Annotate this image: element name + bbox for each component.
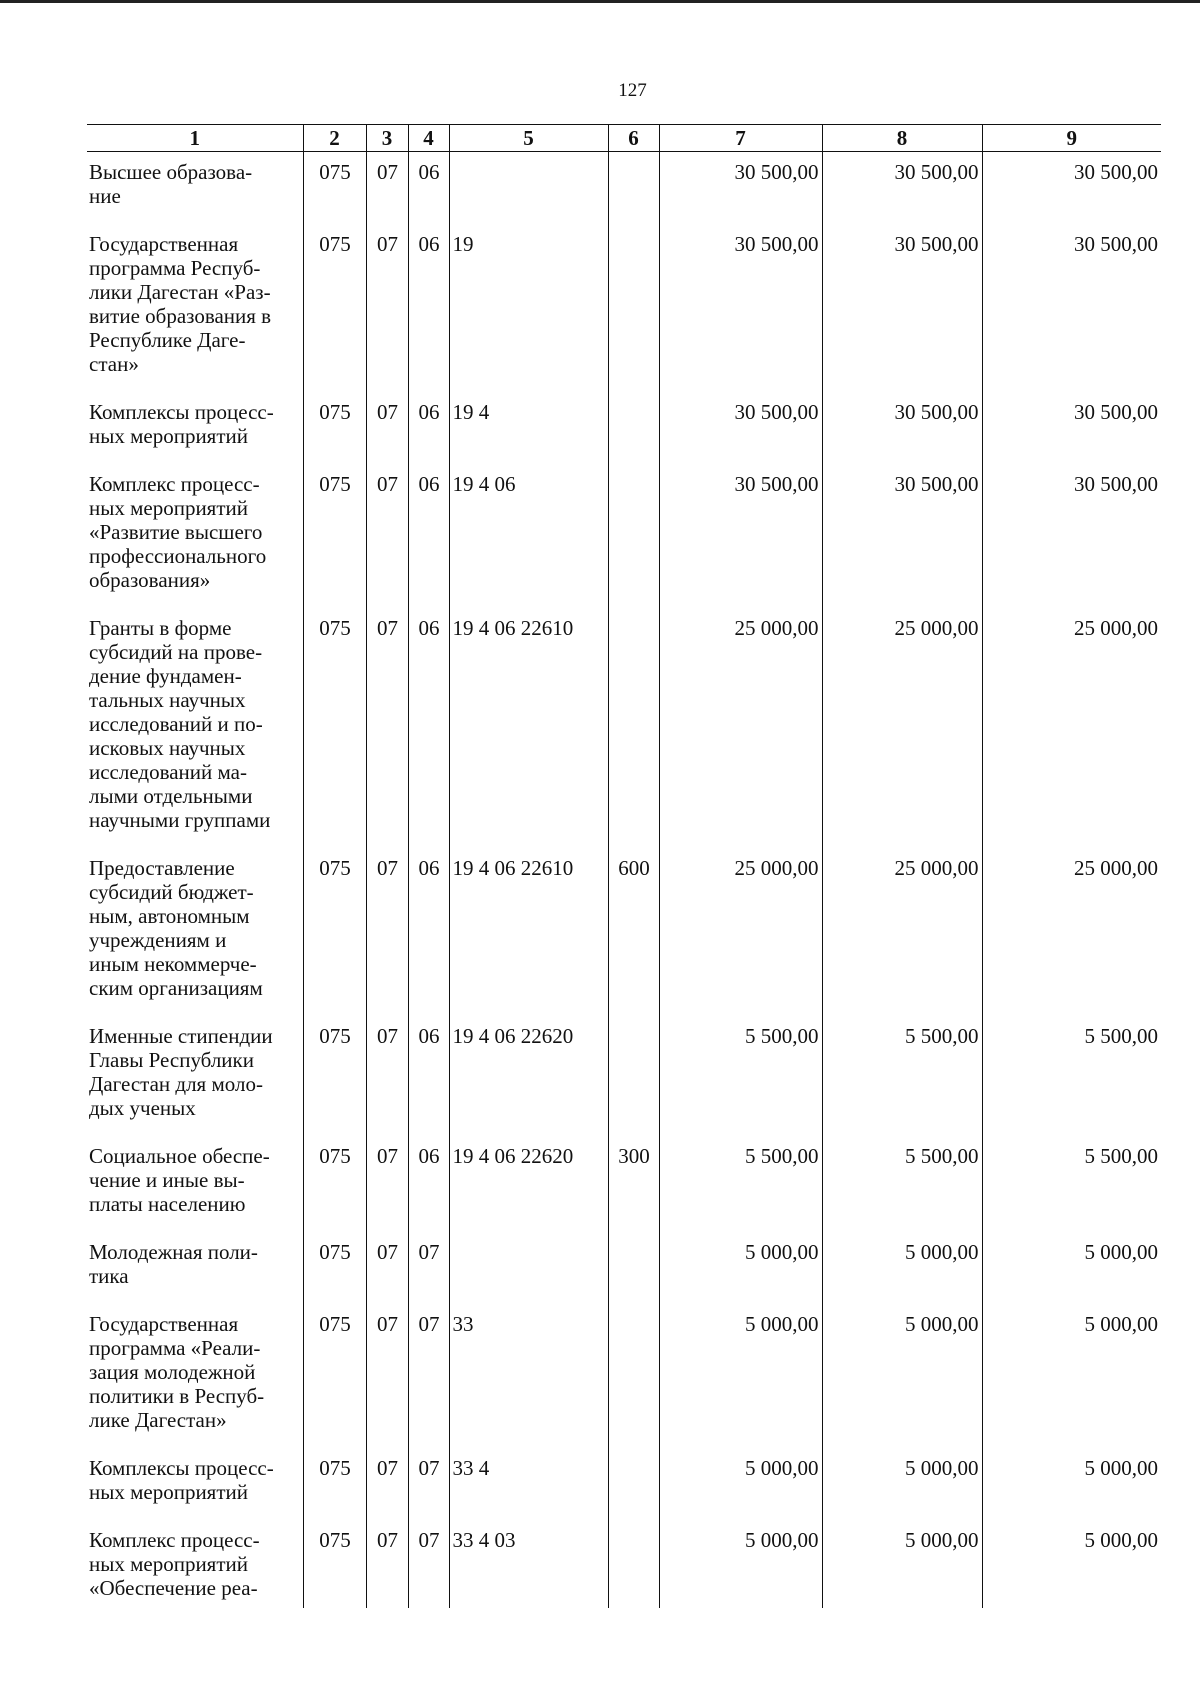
table-row	[87, 1304, 1161, 1448]
section-code: 07	[366, 224, 408, 392]
section-code: 07	[366, 464, 408, 608]
amount-year-1: 25 000,00	[659, 848, 822, 1016]
target-article-code: 19 4 06 22610	[449, 608, 608, 848]
item-name: Комплексы процесс- ных мероприятий	[87, 392, 303, 464]
amount-year-3: 5 000,00	[982, 1232, 1161, 1304]
table-body	[87, 152, 1161, 1609]
item-name: Предоставление субсидий бюджет- ным, автономным учреждениям и иным некоммерче- ским организациям	[87, 848, 303, 1016]
amount-year-2: 5 000,00	[822, 1448, 982, 1520]
item-name: Именные стипендии Главы Республики Дагестан для моло- дых ученых	[87, 1016, 303, 1136]
amount-year-1: 30 500,00	[659, 224, 822, 392]
subsection-code: 06	[408, 1016, 449, 1136]
amount-year-3: 30 500,00	[982, 224, 1161, 392]
amount-year-3: 25 000,00	[982, 848, 1161, 1016]
amount-year-3: 5 000,00	[982, 1520, 1161, 1608]
section-code: 07	[366, 392, 408, 464]
expense-type-code	[608, 608, 659, 848]
item-name: Государственная программа «Реали- зация молодежной политики в Респуб- лике Дагестан»	[87, 1304, 303, 1448]
target-article-code: 33 4	[449, 1448, 608, 1520]
table-row	[87, 848, 1161, 1016]
admin-code: 075	[303, 1232, 366, 1304]
header-row	[87, 125, 1161, 152]
expense-type-code	[608, 152, 659, 225]
amount-year-2: 30 500,00	[822, 152, 982, 225]
top-border-line	[0, 0, 1200, 3]
section-code: 07	[366, 848, 408, 1016]
expense-type-code	[608, 464, 659, 608]
table-row	[87, 392, 1161, 464]
target-article-code	[449, 1232, 608, 1304]
table-row	[87, 1136, 1161, 1232]
expense-type-code: 300	[608, 1136, 659, 1232]
amount-year-2: 25 000,00	[822, 848, 982, 1016]
column-header-2: 2	[303, 125, 366, 152]
amount-year-2: 5 500,00	[822, 1136, 982, 1232]
page-number: 127	[618, 80, 647, 101]
expense-type-code	[608, 224, 659, 392]
item-name: Молодежная поли- тика	[87, 1232, 303, 1304]
expense-type-code: 600	[608, 848, 659, 1016]
section-code: 07	[366, 1520, 408, 1608]
amount-year-1: 5 500,00	[659, 1136, 822, 1232]
amount-year-1: 30 500,00	[659, 392, 822, 464]
subsection-code: 07	[408, 1448, 449, 1520]
item-name: Комплекс процесс- ных мероприятий «Обеспечение реа-	[87, 1520, 303, 1608]
section-code: 07	[366, 1136, 408, 1232]
column-header-3: 3	[366, 125, 408, 152]
expense-type-code	[608, 392, 659, 464]
amount-year-1: 5 000,00	[659, 1520, 822, 1608]
admin-code: 075	[303, 152, 366, 225]
amount-year-2: 30 500,00	[822, 392, 982, 464]
amount-year-1: 5 000,00	[659, 1232, 822, 1304]
amount-year-3: 25 000,00	[982, 608, 1161, 848]
section-code: 07	[366, 1232, 408, 1304]
admin-code: 075	[303, 392, 366, 464]
amount-year-1: 30 500,00	[659, 464, 822, 608]
amount-year-2: 5 500,00	[822, 1016, 982, 1136]
target-article-code: 19 4 06	[449, 464, 608, 608]
column-header-9: 9	[982, 125, 1161, 152]
section-code: 07	[366, 1448, 408, 1520]
amount-year-3: 30 500,00	[982, 392, 1161, 464]
item-name: Социальное обеспе- чение и иные вы- платы населению	[87, 1136, 303, 1232]
target-article-code	[449, 152, 608, 225]
subsection-code: 07	[408, 1304, 449, 1448]
column-header-1: 1	[87, 125, 303, 152]
table-row	[87, 608, 1161, 848]
amount-year-3: 5 500,00	[982, 1136, 1161, 1232]
expense-type-code	[608, 1520, 659, 1608]
table-row	[87, 464, 1161, 608]
item-name: Гранты в форме субсидий на прове- дение фундамен- тальных научных исследований и по- исковых научных исследований ма- лыми отдельными научными группами	[87, 608, 303, 848]
table-row	[87, 1016, 1161, 1136]
table-row	[87, 1232, 1161, 1304]
target-article-code: 19 4 06 22610	[449, 848, 608, 1016]
admin-code: 075	[303, 464, 366, 608]
amount-year-1: 5 000,00	[659, 1304, 822, 1448]
section-code: 07	[366, 1304, 408, 1448]
amount-year-3: 5 000,00	[982, 1448, 1161, 1520]
column-header-6: 6	[608, 125, 659, 152]
amount-year-2: 30 500,00	[822, 464, 982, 608]
subsection-code: 07	[408, 1520, 449, 1608]
amount-year-2: 5 000,00	[822, 1520, 982, 1608]
admin-code: 075	[303, 1448, 366, 1520]
target-article-code: 19	[449, 224, 608, 392]
section-code: 07	[366, 1016, 408, 1136]
amount-year-1: 30 500,00	[659, 152, 822, 225]
amount-year-3: 30 500,00	[982, 152, 1161, 225]
admin-code: 075	[303, 1016, 366, 1136]
subsection-code: 06	[408, 152, 449, 225]
item-name: Высшее образова- ние	[87, 152, 303, 225]
amount-year-1: 5 500,00	[659, 1016, 822, 1136]
subsection-code: 07	[408, 1232, 449, 1304]
amount-year-2: 30 500,00	[822, 224, 982, 392]
target-article-code: 19 4 06 22620	[449, 1136, 608, 1232]
amount-year-2: 25 000,00	[822, 608, 982, 848]
admin-code: 075	[303, 848, 366, 1016]
target-article-code: 33 4 03	[449, 1520, 608, 1608]
item-name: Комплекс процесс- ных мероприятий «Развитие высшего профессионального образования»	[87, 464, 303, 608]
item-name: Комплексы процесс- ных мероприятий	[87, 1448, 303, 1520]
subsection-code: 06	[408, 392, 449, 464]
admin-code: 075	[303, 1136, 366, 1232]
table-row	[87, 1520, 1161, 1608]
admin-code: 075	[303, 1304, 366, 1448]
amount-year-2: 5 000,00	[822, 1232, 982, 1304]
expense-type-code	[608, 1016, 659, 1136]
target-article-code: 33	[449, 1304, 608, 1448]
admin-code: 075	[303, 608, 366, 848]
table-row	[87, 1448, 1161, 1520]
column-header-5: 5	[449, 125, 608, 152]
section-code: 07	[366, 152, 408, 225]
subsection-code: 06	[408, 848, 449, 1016]
admin-code: 075	[303, 224, 366, 392]
amount-year-1: 25 000,00	[659, 608, 822, 848]
table-row	[87, 224, 1161, 392]
amount-year-2: 5 000,00	[822, 1304, 982, 1448]
amount-year-3: 5 500,00	[982, 1016, 1161, 1136]
admin-code: 075	[303, 1520, 366, 1608]
column-header-4: 4	[408, 125, 449, 152]
subsection-code: 06	[408, 608, 449, 848]
amount-year-3: 5 000,00	[982, 1304, 1161, 1448]
table-row	[87, 152, 1161, 225]
item-name: Государственная программа Респуб- лики Дагестан «Раз- витие образования в Республике Даге- стан»	[87, 224, 303, 392]
column-header-8: 8	[822, 125, 982, 152]
amount-year-1: 5 000,00	[659, 1448, 822, 1520]
subsection-code: 06	[408, 1136, 449, 1232]
budget-table	[87, 124, 1161, 1608]
target-article-code: 19 4 06 22620	[449, 1016, 608, 1136]
expense-type-code	[608, 1304, 659, 1448]
expense-type-code	[608, 1448, 659, 1520]
subsection-code: 06	[408, 464, 449, 608]
column-header-7: 7	[659, 125, 822, 152]
amount-year-3: 30 500,00	[982, 464, 1161, 608]
target-article-code: 19 4	[449, 392, 608, 464]
expense-type-code	[608, 1232, 659, 1304]
subsection-code: 06	[408, 224, 449, 392]
section-code: 07	[366, 608, 408, 848]
